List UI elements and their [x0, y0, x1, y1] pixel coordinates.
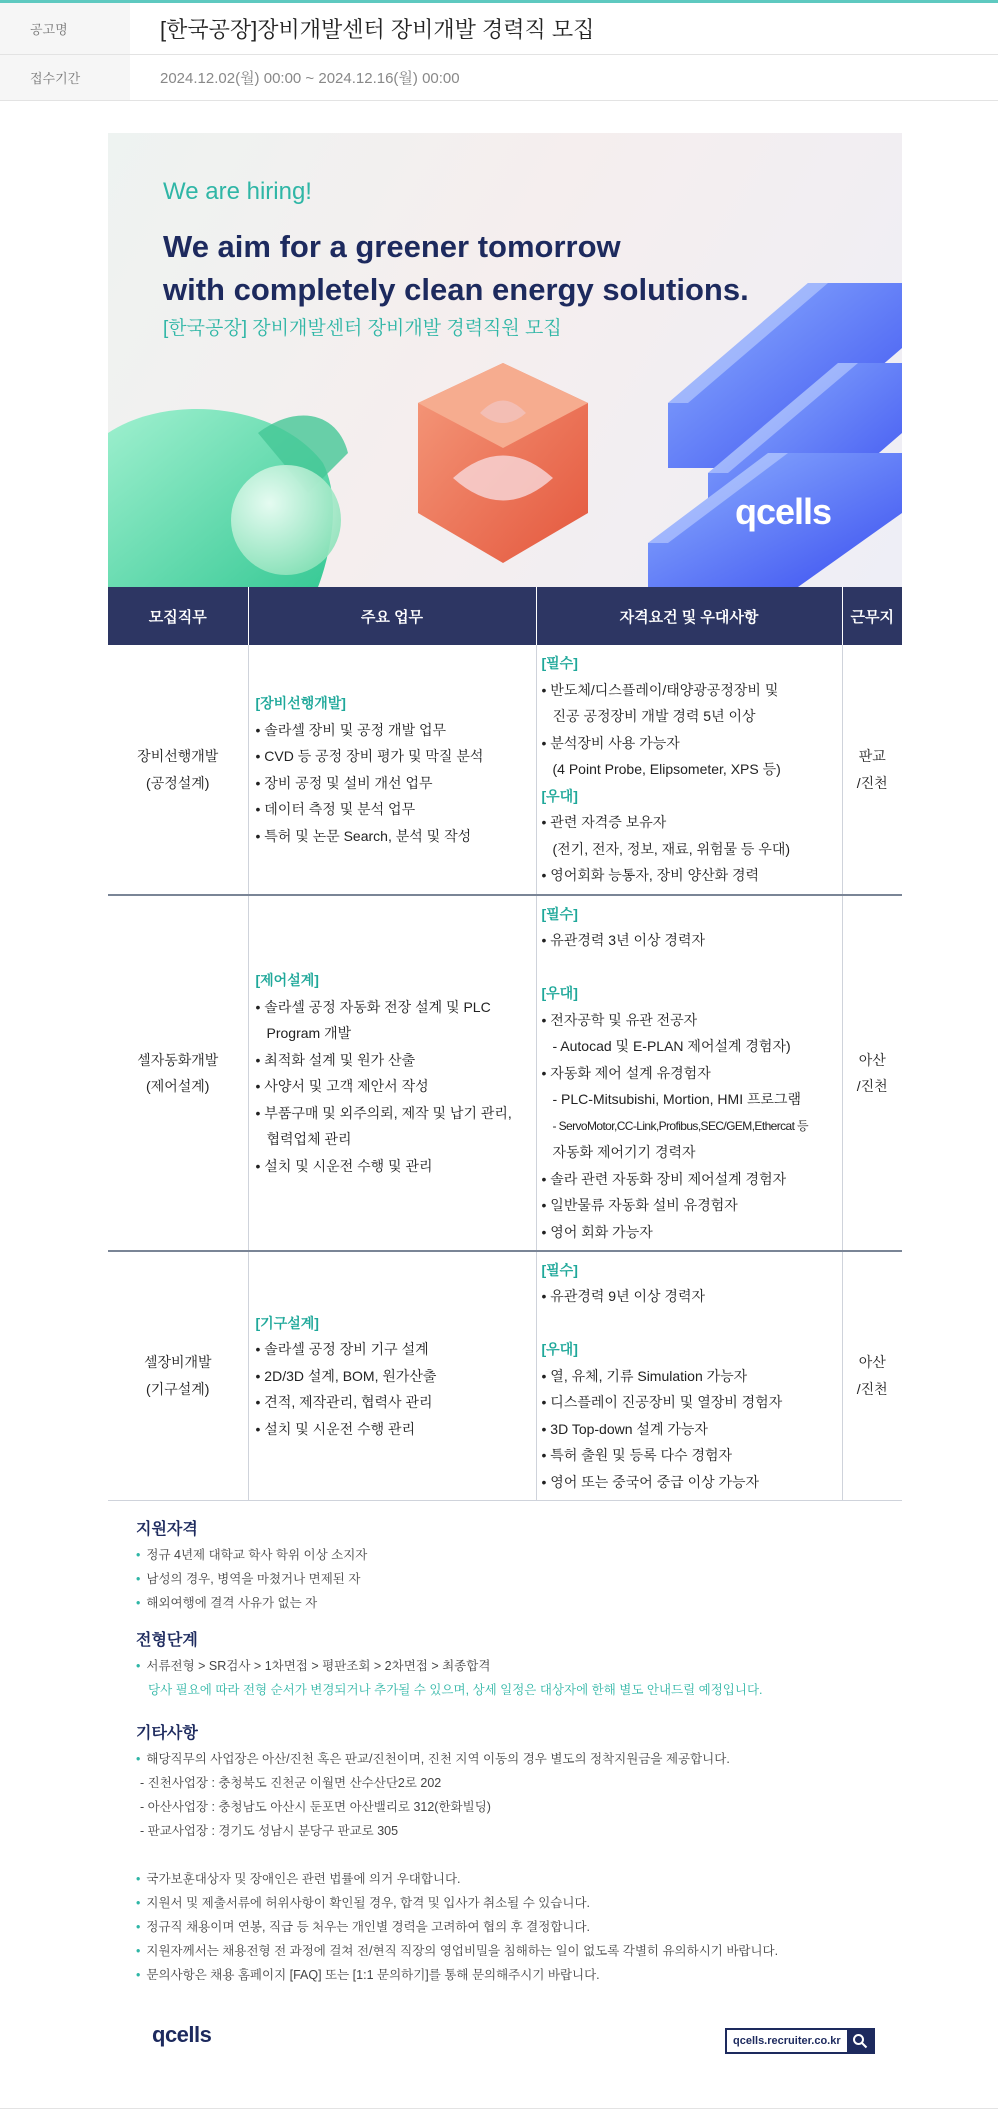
duties-cell [248, 645, 536, 895]
col-header-role: 모집직무 [108, 587, 248, 645]
location-cell [842, 1251, 902, 1500]
pref-item: • 3D Top-down 설계 가능자 [541, 1420, 708, 1437]
role-sub: (기구설계) [146, 1380, 210, 1397]
pref-item: • 열, 유체, 기류 Simulation 가능자 [541, 1367, 748, 1384]
list-item: • 지원자께서는 채용전형 전 과정에 걸쳐 전/현직 직장의 영업비밀을 침해하는 일이 없도록 각별히 유의하시기 바랍니다. [136, 1944, 779, 1958]
duty-item: • 사양서 및 고객 제안서 작성 [255, 1078, 429, 1094]
hero-slogan [163, 225, 749, 311]
requirements-cell [536, 645, 842, 895]
col-header-duties: 주요 업무 [248, 587, 536, 645]
bullet-icon: • [136, 1968, 141, 1982]
bullet-icon: • [136, 1572, 141, 1586]
duty-item: • CVD 등 공정 장비 평가 및 막질 분석 [255, 748, 484, 764]
hero-slogan-line2: with completely clean energy solutions. [163, 272, 749, 307]
pref-item: • 관련 자격증 보유자 [541, 814, 667, 831]
requirements-cell [536, 1251, 842, 1500]
role-name: 장비선행개발 [137, 748, 219, 764]
bullet-icon: • [136, 1752, 141, 1766]
pref-item: • 일반물류 자동화 설비 유경험자 [541, 1197, 738, 1214]
hero-slogan-line1: We aim for a greener tomorrow [163, 229, 621, 264]
location-cell [842, 645, 902, 895]
duty-tag: [장비선행개발] [255, 695, 346, 711]
hero-subtitle: [한국공장] 장비개발센터 장비개발 경력직원 모집 [163, 318, 562, 339]
recruit-site-url: qcells.recruiter.co.kr [733, 2035, 841, 2047]
job-title-row [0, 3, 998, 55]
role-cell [108, 645, 248, 895]
pref-item: (전기, 전자, 정보, 재료, 위험물 등 우대) [552, 840, 791, 857]
duty-item: • 장비 공정 및 설비 개선 업무 [255, 774, 433, 791]
duty-item: • 2D/3D 설계, BOM, 원가산출 [255, 1367, 437, 1384]
duty-item: • 최적화 설계 및 원가 산출 [255, 1051, 416, 1068]
preferred-tag: [우대] [541, 985, 578, 1002]
job-table [108, 587, 902, 1501]
list-item: • 해당직무의 사업장은 아산/진천 혹은 판교/진천이며, 진천 지역 이동의 경우 별도의 정착지원금을 제공합니다. [136, 1752, 730, 1766]
location-sub: /진천 [856, 1078, 888, 1094]
duty-item: • 설치 및 시운전 수행 관리 [255, 1420, 416, 1437]
bullet-icon: • [136, 1872, 141, 1886]
req-item: • 유관경력 3년 이상 경력자 [541, 932, 705, 949]
pref-item: • 솔라 관련 자동화 장비 제어설계 경험자 [541, 1170, 787, 1187]
application-period: 2024.12.02(월) 00:00 ~ 2024.12.16(월) 00:00 [160, 70, 460, 87]
role-sub: (제어설계) [146, 1078, 210, 1094]
duty-item: • 견적, 제작관리, 협력사 관리 [255, 1394, 433, 1410]
role-name: 셀자동화개발 [137, 1051, 219, 1068]
location-sub: /진천 [856, 774, 888, 791]
pref-item: - PLC-Mitsubishi, Mortion, HMI 프로그램 [552, 1091, 802, 1108]
list-item: • 서류전형 > SR검사 > 1차면접 > 평판조회 > 2차면접 > 최종합격 [136, 1659, 491, 1673]
duty-item: • 데이터 측정 및 분석 업무 [255, 801, 416, 817]
req-item: • 분석장비 사용 가능자 [541, 734, 680, 751]
required-tag: [필수] [541, 655, 578, 672]
list-item: • 지원서 및 제출서류에 허위사항이 확인될 경우, 합격 및 입사가 취소될 수 있습니다. [136, 1896, 591, 1910]
table-row [108, 1251, 902, 1500]
req-item: • 반도체/디스플레이/태양광공정장비 및 [541, 681, 779, 698]
list-item: • 정규 4년제 대학교 학사 학위 이상 소지자 [136, 1548, 368, 1562]
req-item: (4 Point Probe, Elipsometer, XPS 등) [552, 761, 781, 778]
pref-item: • 전자공학 및 유관 전공자 [541, 1011, 698, 1028]
pref-item: - ServoMotor,CC-Link,Profibus,SEC/GEM,Ethercat 등 [552, 1118, 809, 1133]
section-title: 기타사항 [136, 1725, 198, 1742]
spacer [542, 954, 842, 981]
duty-item: • 부품구매 및 외주의뢰, 제작 및 납기 관리, [255, 1104, 512, 1121]
table-row [108, 895, 902, 1251]
pref-item: • 자동화 제어 설계 유경험자 [541, 1064, 711, 1081]
pref-item: • 영어 또는 중국어 중급 이상 가능자 [541, 1473, 760, 1490]
col-header-location: 근무지 [842, 587, 902, 645]
table-row [108, 645, 902, 895]
role-cell [108, 895, 248, 1251]
pref-item: • 영어 회화 가능자 [541, 1223, 653, 1240]
job-title: [한국공장]장비개발센터 장비개발 경력직 모집 [160, 17, 595, 42]
duty-tag: [기구설계] [255, 1314, 319, 1331]
req-item: • 유관경력 9년 이상 경력자 [541, 1288, 705, 1304]
section-title: 지원자격 [136, 1521, 198, 1538]
site-address: - 아산사업장 : 충청남도 아산시 둔포면 아산밸리로 312(한화빌딩) [140, 1800, 491, 1814]
preferred-tag: [우대] [541, 787, 578, 804]
req-item: 진공 공정장비 개발 경력 5년 이상 [552, 708, 756, 725]
bullet-icon: • [136, 1659, 141, 1673]
col-header-requirements: 자격요건 및 우대사항 [536, 587, 842, 645]
duty-item: • 특허 및 논문 Search, 분석 및 작성 [255, 827, 472, 844]
pref-item: • 특허 출원 및 등록 다수 경험자 [541, 1447, 733, 1463]
bullet-icon: • [136, 1920, 141, 1934]
pref-item: • 디스플레이 진공장비 및 열장비 경험자 [541, 1394, 783, 1410]
list-item: • 정규직 채용이며 연봉, 직급 등 처우는 개인별 경력을 고려하여 협의 후 결정합니다. [136, 1920, 591, 1934]
qualification-section [136, 1516, 896, 1615]
site-address: - 진천사업장 : 충청북도 진천군 이월면 산수산단2로 202 [140, 1776, 442, 1790]
section-title: 전형단계 [136, 1632, 198, 1649]
search-icon[interactable] [847, 2030, 873, 2052]
list-item: • 남성의 경우, 병역을 마쳤거나 면제된 자 [136, 1572, 361, 1586]
process-note: 당사 필요에 따라 전형 순서가 변경되거나 추가될 수 있으며, 상세 일정은 대상자에 한해 별도 안내드릴 예정입니다. [148, 1683, 763, 1697]
location-sub: /진천 [856, 1380, 888, 1397]
duty-item: 협력업체 관리 [266, 1131, 352, 1147]
bullet-icon: • [136, 1596, 141, 1610]
hero-qcells-logo: qcells [735, 491, 832, 532]
role-cell [108, 1251, 248, 1500]
role-name: 셀장비개발 [143, 1354, 212, 1371]
duty-item: Program 개발 [266, 1025, 352, 1041]
job-title-label: 공고명 [0, 3, 130, 54]
role-sub: (공정설계) [146, 774, 210, 791]
duty-item: • 솔라셀 장비 및 공정 개발 업무 [255, 721, 447, 738]
location-name: 아산 [858, 1051, 886, 1068]
list-item: • 해외여행에 결격 사유가 없는 자 [136, 1596, 318, 1610]
list-item: • 문의사항은 채용 홈페이지 [FAQ] 또는 [1:1 문의하기]를 통해 문의해주시기 바랍니다. [136, 1968, 600, 1982]
duty-item: • 솔라셀 공정 장비 기구 설계 [255, 1341, 429, 1357]
requirements-cell [536, 895, 842, 1251]
duty-tag: [제어설계] [255, 972, 319, 988]
required-tag: [필수] [541, 1261, 578, 1278]
application-period-label: 접수기간 [0, 55, 130, 100]
location-name: 판교 [858, 748, 886, 764]
bullet-icon: • [136, 1548, 141, 1562]
duty-item: • 솔라셀 공정 자동화 전장 설계 및 PLC [255, 998, 491, 1015]
required-tag: [필수] [541, 905, 578, 922]
application-period-row [0, 55, 998, 101]
site-address: - 판교사업장 : 경기도 성남시 분당구 판교로 305 [140, 1824, 399, 1838]
spacer [542, 1310, 842, 1337]
footer-qcells-logo: qcells [152, 2022, 212, 2047]
preferred-tag: [우대] [541, 1341, 578, 1357]
duties-cell [248, 895, 536, 1251]
list-item: • 국가보훈대상자 및 장애인은 관련 법률에 의거 우대합니다. [136, 1872, 461, 1886]
etc-section [136, 1720, 896, 1987]
recruit-site-link[interactable] [725, 2028, 875, 2054]
pref-item: 자동화 제어기기 경력자 [552, 1144, 696, 1161]
pref-item: • 영어회화 능통자, 장비 양산화 경력 [541, 867, 760, 884]
duty-item: • 설치 및 시운전 수행 및 관리 [255, 1157, 433, 1174]
process-section [136, 1627, 896, 1702]
duties-cell [248, 1251, 536, 1500]
table-header-row [108, 587, 902, 645]
location-name: 아산 [858, 1354, 886, 1371]
bullet-icon: • [136, 1944, 141, 1958]
location-cell [842, 895, 902, 1251]
hero-banner [108, 133, 902, 587]
pref-item: - Autocad 및 E-PLAN 제어설계 경험자) [552, 1038, 791, 1055]
bullet-icon: • [136, 1896, 141, 1910]
hero-hiring-text: We are hiring! [163, 178, 312, 205]
